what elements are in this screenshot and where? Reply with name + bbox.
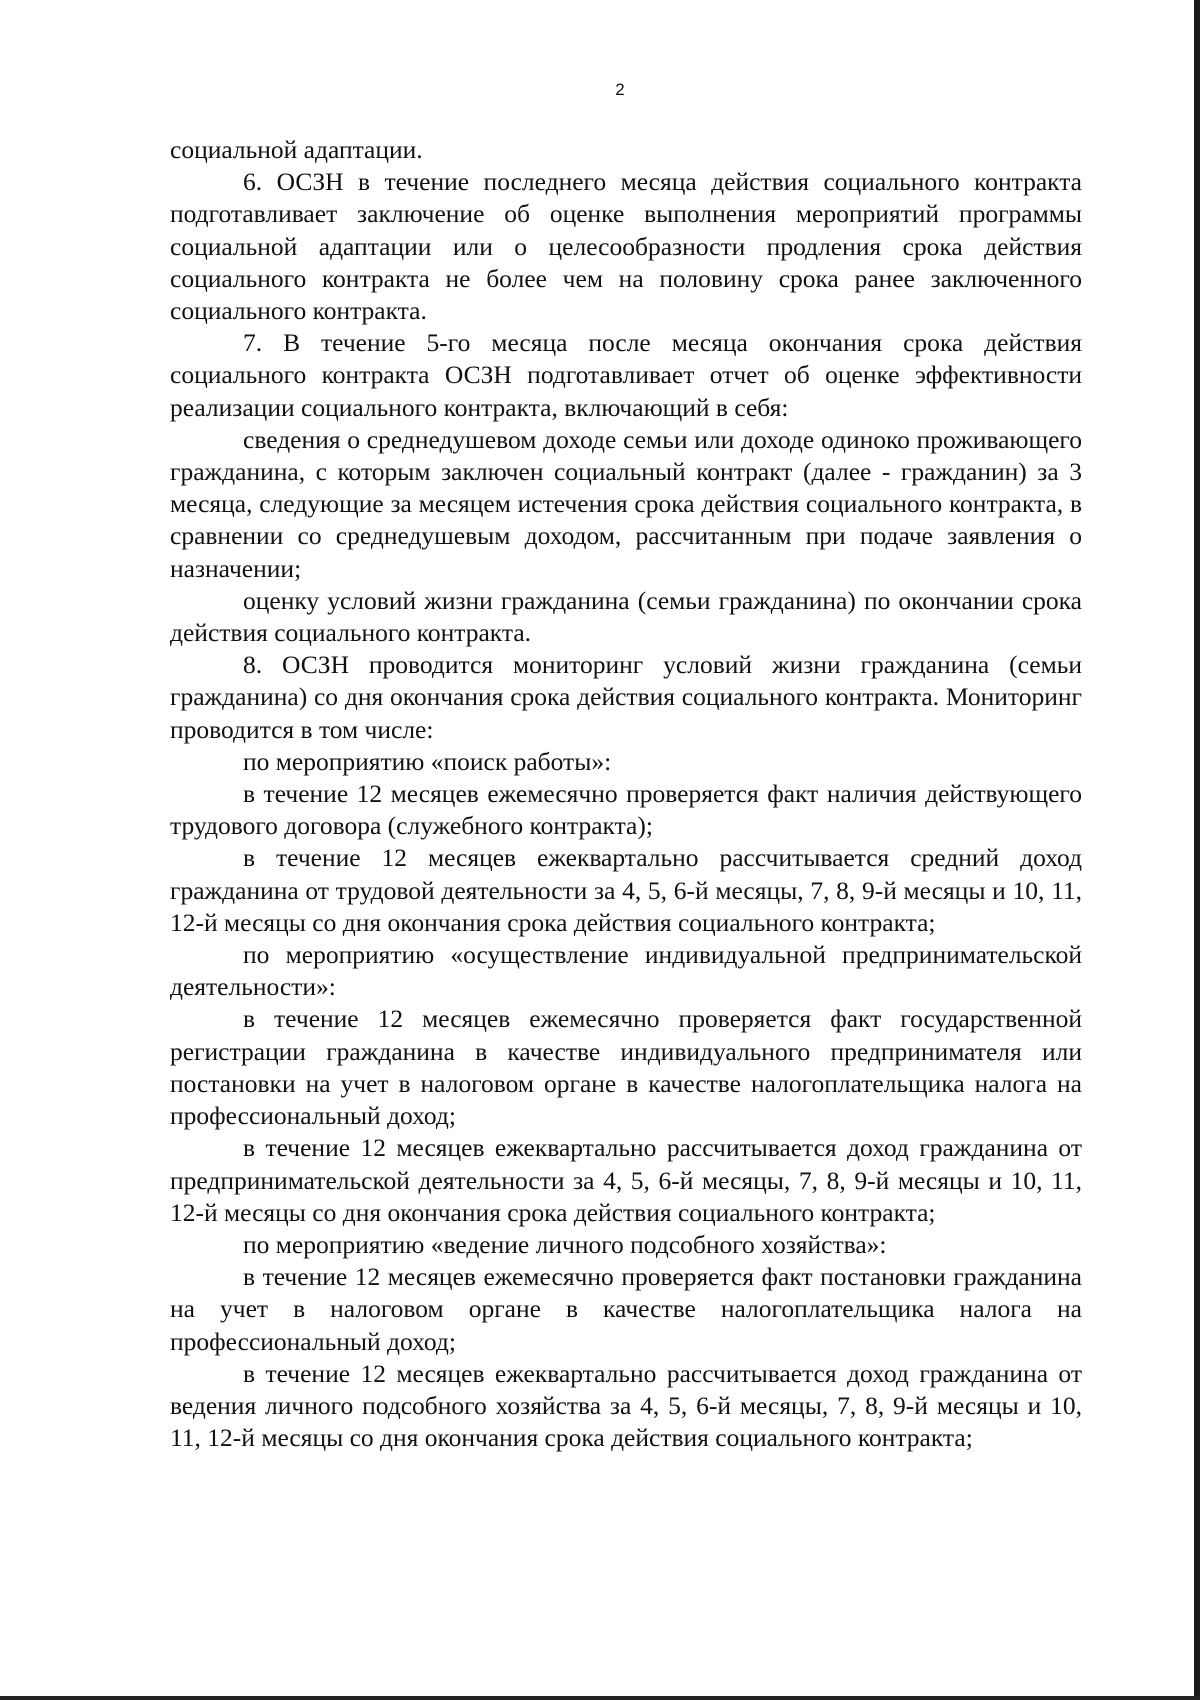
paragraph: в течение 12 месяцев ежемесячно проверяется факт наличия действующего трудового договора (служебного контракта); <box>170 779 1082 841</box>
paragraph: оценку условий жизни гражданина (семьи гражданина) по окончании срока действия социального контракта. <box>170 585 1082 648</box>
paragraph-subheading: по мероприятию «ведение личного подсобного хозяйства»: <box>243 1229 887 1259</box>
paragraph: в течение 12 месяцев ежеквартально рассчитывается доход гражданина от предпринимательской деятельности за 4, 5, 6-й месяцы, 7, 8, 9-й месяцы и 10, 11, 12-й месяцы со дня окончания срока действия социального контракта; <box>170 1133 1082 1227</box>
scan-edge-right <box>1194 0 1200 1700</box>
paragraph: социальной адаптации. <box>170 135 423 164</box>
paragraph-subheading: по мероприятию «осуществление индивидуальной предпринимательской деятельности»: <box>170 940 1082 1002</box>
page-number: 2 <box>615 80 625 99</box>
paragraph: в течение 12 месяцев ежемесячно проверяется факт государственной регистрации гражданина в качестве индивидуального предпринимателя или постановки на учет в налоговом органе в качестве налогоплательщика налога на профессиональный доход; <box>170 1004 1082 1131</box>
paragraph: в течение 12 месяцев ежеквартально рассчитывается средний доход гражданина от трудовой деятельности за 4, 5, 6-й месяцы, 7, 8, 9-й месяцы и 10, 11, 12-й месяцы со дня окончания срока действия социального контракта; <box>170 843 1082 937</box>
paragraph: в течение 12 месяцев ежемесячно проверяется факт постановки гражданина на учет в налоговом органе в качестве налогоплательщика налога на профессиональный доход; <box>170 1262 1082 1356</box>
paragraph-subheading: по мероприятию «поиск работы»: <box>243 746 612 776</box>
scan-edge-bottom <box>0 1696 1200 1700</box>
paragraph-item-6: 6. ОСЗН в течение последнего месяца действия социального контракта подготавливает заключение об оценке выполнения мероприятий программы социальной адаптации или о целесообразности продления срока действия социального контракта не более чем на половину срока ранее заключенного социального контракта. <box>170 167 1082 326</box>
document-body <box>170 134 1082 1454</box>
paragraph: в течение 12 месяцев ежеквартально рассчитывается доход гражданина от ведения личного подсобного хозяйства за 4, 5, 6-й месяцы, 7, 8, 9-й месяцы и 10, 11, 12-й месяцы со дня окончания срока действия социального контракта; <box>170 1358 1082 1453</box>
paragraph-item-8: 8. ОСЗН проводится мониторинг условий жизни гражданина (семьи гражданина) со дня окончания срока действия социального контракта. Мониторинг проводится в том числе: <box>170 650 1082 744</box>
paragraph: сведения о среднедушевом доходе семьи или доходе одиноко проживающего гражданина, с которым заключен социальный контракт (далее - гражданин) за 3 месяца, следующие за месяцем истечения срока действия социального контракта, в сравнении со среднедушевым доходом, рассчитанным при подаче заявления о назначении; <box>170 424 1082 583</box>
paragraph-item-7: 7. В течение 5-го месяца после месяца окончания срока действия социального контракта ОСЗН подготавливает отчет об оценке эффективности реализации социального контракта, включающий в себя: <box>170 328 1082 422</box>
